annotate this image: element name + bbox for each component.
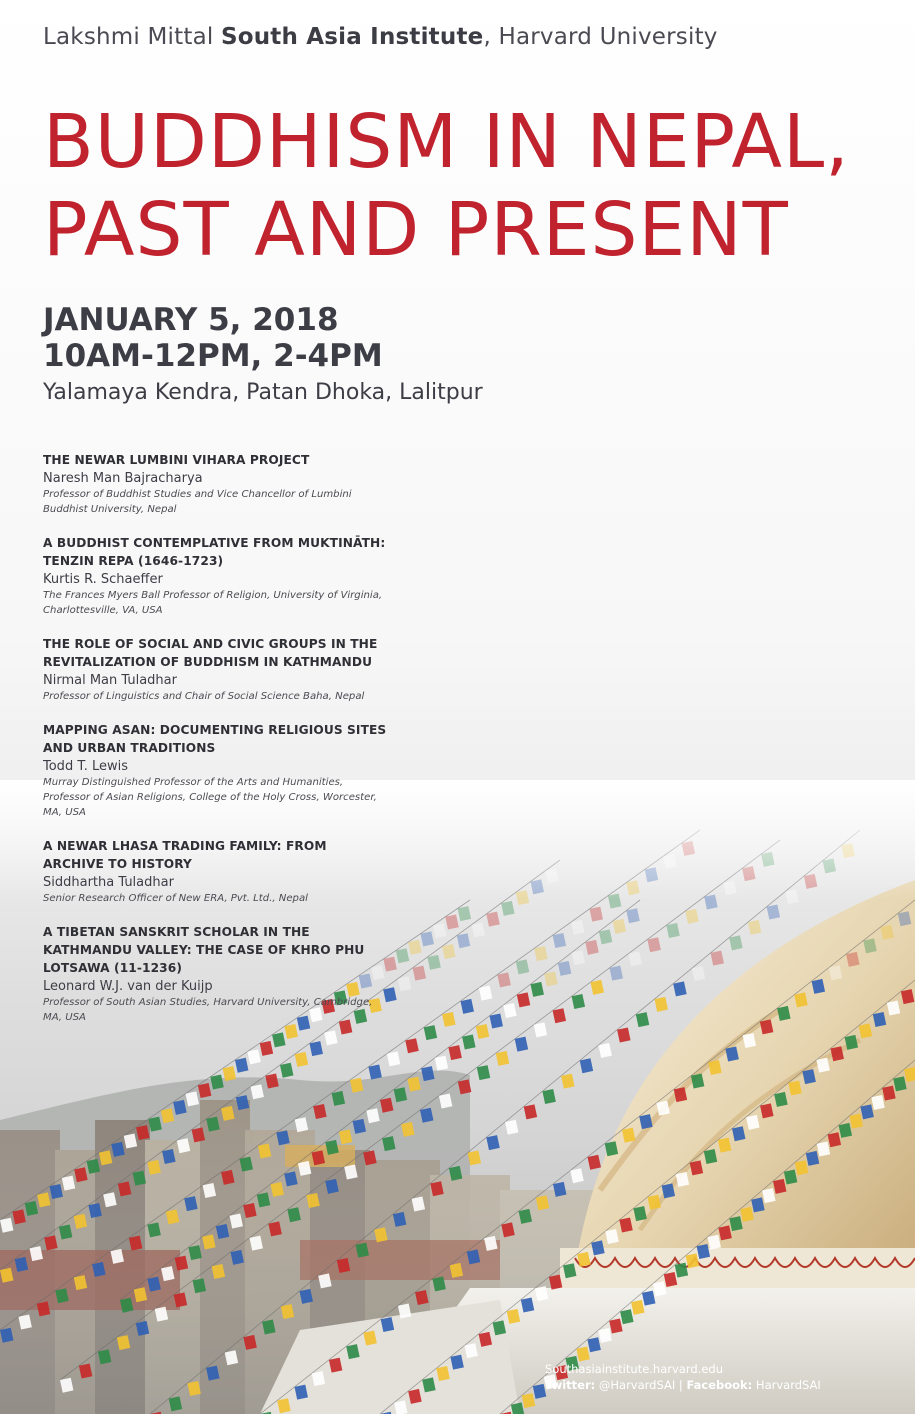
talk-title: THE NEWAR LUMBINI VIHARA PROJECT — [43, 453, 310, 467]
talk-affiliation: Professor of South Asian Studies, Harvard University, Cambridge, MA, USA — [43, 997, 373, 1023]
talk-speaker: Nirmal Man Tuladhar — [43, 673, 177, 688]
social-separator: | — [675, 1378, 687, 1392]
talk-affiliation: Senior Research Officer of New ERA, Pvt. Ltd., Nepal — [43, 893, 308, 904]
institute-prefix: Lakshmi Mittal — [43, 24, 221, 50]
talk-item — [43, 721, 388, 820]
event-venue: Yalamaya Kendra, Patan Dhoka, Lalitpur — [43, 380, 483, 405]
talk-title: A BUDDHIST CONTEMPLATIVE FROM MUKTINĀTH: TENZIN REPA (1646-1723) — [43, 536, 386, 568]
talk-item — [43, 923, 388, 1025]
talk-speaker: Todd T. Lewis — [43, 759, 129, 774]
talk-item — [43, 534, 388, 618]
event-title-line-2: PAST AND PRESENT — [43, 187, 789, 273]
talk-speaker: Naresh Man Bajracharya — [43, 471, 203, 486]
institute-header — [43, 24, 718, 50]
talk-list — [43, 451, 388, 1042]
talk-item — [43, 451, 388, 517]
website-link[interactable]: Southasiainstitute.harvard.edu — [545, 1362, 723, 1376]
talk-title: THE ROLE OF SOCIAL AND CIVIC GROUPS IN THE REVITALIZATION OF BUDDHISM IN KATHMANDU — [43, 637, 378, 669]
talk-item — [43, 635, 388, 704]
twitter-handle[interactable]: @HarvardSAI — [595, 1378, 676, 1392]
facebook-handle[interactable]: HarvardSAI — [752, 1378, 821, 1392]
event-time: 10AM-12PM, 2-4PM — [43, 338, 383, 374]
footer-contact — [545, 1361, 821, 1393]
talk-affiliation: Professor of Buddhist Studies and Vice Chancellor of Lumbini Buddhist University, Nepal — [43, 489, 352, 515]
event-title-line-1: BUDDHISM IN NEPAL, — [43, 99, 850, 185]
facebook-label: Facebook: — [686, 1378, 753, 1392]
talk-title: A NEWAR LHASA TRADING FAMILY: FROM ARCHIVE TO HISTORY — [43, 839, 327, 871]
talk-affiliation: The Frances Myers Ball Professor of Religion, University of Virginia, Charlottesville, VA, USA — [43, 590, 383, 616]
talk-title: A TIBETAN SANSKRIT SCHOLAR IN THE KATHMANDU VALLEY: THE CASE OF KHRO PHU LOTSAWA (11-1236) — [43, 925, 365, 975]
institute-name: South Asia Institute — [220, 24, 484, 50]
event-datetime — [43, 302, 383, 374]
talk-speaker: Siddhartha Tuladhar — [43, 875, 174, 890]
talk-affiliation: Murray Distinguished Professor of the Arts and Humanities, Professor of Asian Religions, College of the Holy Cross, Worcester, MA, USA — [43, 777, 377, 818]
talk-affiliation: Professor of Linguistics and Chair of Social Science Baha, Nepal — [43, 691, 365, 702]
social-links — [545, 1377, 821, 1393]
event-date: JANUARY 5, 2018 — [43, 302, 339, 338]
event-title — [43, 98, 850, 274]
institute-suffix: , Harvard University — [483, 24, 718, 50]
talk-speaker: Leonard W.J. van der Kuijp — [43, 979, 213, 994]
talk-speaker: Kurtis R. Schaeffer — [43, 572, 163, 587]
talk-item — [43, 837, 388, 906]
twitter-label: Twitter: — [545, 1378, 596, 1392]
talk-title: MAPPING ASAN: DOCUMENTING RELIGIOUS SITES AND URBAN TRADITIONS — [43, 723, 387, 755]
